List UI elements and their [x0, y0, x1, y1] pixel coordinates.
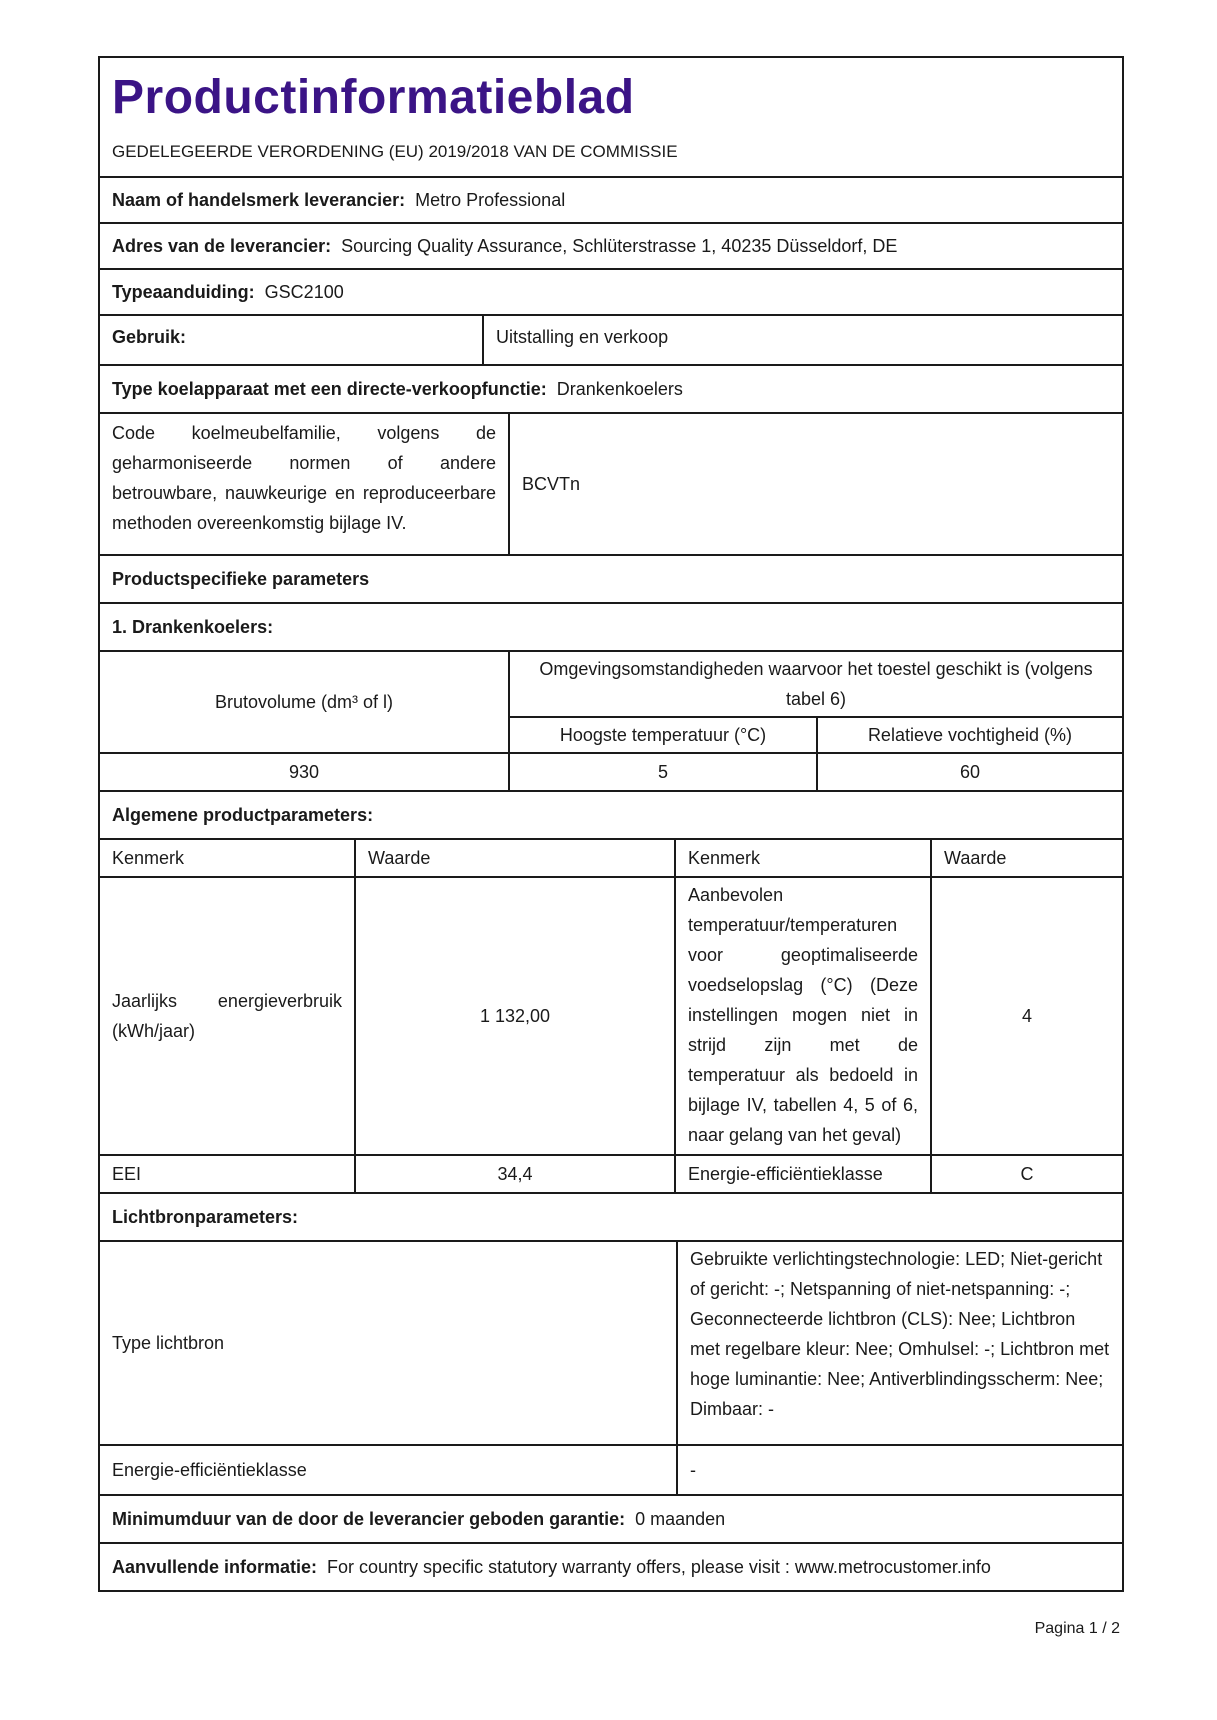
rec-temp-label: Aanbevolen temperatuur/temperaturen voor geoptimaliseerde voedselopslag (°C) (Deze instellingen mogen niet in strijd zijn met de temperatuur als bedoeld in bijlage IV, tabellen 4, 5 of 6, naar gelang van het geval) [674, 878, 930, 1154]
product-params-heading: Productspecifieke parameters [112, 569, 370, 589]
energy-value: 1 132,00 [354, 878, 674, 1154]
col-waarde-2: Waarde [930, 840, 1122, 876]
additional-info-label: Aanvullende informatie: [112, 1557, 318, 1577]
energy-label-cell [100, 878, 354, 1154]
gross-volume-label: Brutovolume (dm³ of l) [214, 692, 394, 712]
beverage-coolers-values-row [100, 754, 1122, 792]
appliance-type-value: Drankenkoelers [556, 379, 683, 399]
usage-label: Gebruik: [112, 327, 187, 347]
address-label: Adres van de leverancier: [112, 236, 332, 256]
efficiency-class-label: Energie-efficiëntieklasse [674, 1156, 930, 1192]
light-efficiency-value: - [676, 1446, 1122, 1494]
usage-value: Uitstalling en verkoop [496, 327, 669, 347]
supplier-label: Naam of handelsmerk leverancier: [112, 190, 406, 210]
sheet-header [100, 58, 1122, 178]
beverage-coolers-header-row [100, 652, 1122, 754]
page-number: Pagina 1 / 2 [1034, 1620, 1120, 1637]
col-kenmerk: Kenmerk [112, 848, 185, 868]
humidity-label: Relatieve vochtigheid (%) [816, 718, 1122, 752]
beverage-coolers-heading: 1. Drankenkoelers: [112, 617, 274, 637]
col-waarde: Waarde [354, 840, 674, 876]
rec-temp-value: 4 [930, 878, 1122, 1154]
energy-row [100, 878, 1122, 1156]
address-row [100, 224, 1122, 270]
ambient-conditions-block [508, 652, 1122, 752]
additional-info-row [100, 1544, 1122, 1590]
light-source-efficiency-row [100, 1446, 1122, 1496]
humidity-value: 60 [816, 754, 1122, 790]
appliance-type-row [100, 366, 1122, 414]
gross-volume-value: 930 [288, 761, 320, 782]
general-params-heading: Algemene productparameters: [112, 805, 374, 825]
type-designation-label: Typeaanduiding: [112, 282, 255, 302]
address-value: Sourcing Quality Assurance, Schlüterstrasse 1, 40235 Düsseldorf, DE [341, 236, 898, 256]
supplier-value: Metro Professional [415, 190, 566, 210]
max-temp-value: 5 [508, 754, 816, 790]
regulation-subtitle: GEDELEGEERDE VERORDENING (EU) 2019/2018 VAN DE COMMISSIE [112, 142, 678, 161]
family-code-cell [508, 414, 1122, 554]
usage-label-cell [100, 316, 482, 364]
product-info-sheet [98, 56, 1124, 1592]
family-code-value: BCVTn [522, 474, 581, 494]
product-params-heading-row [100, 556, 1122, 604]
family-code-row [100, 414, 1122, 556]
general-params-heading-row [100, 792, 1122, 840]
supplier-row [100, 178, 1122, 224]
eei-value: 34,4 [354, 1156, 674, 1192]
light-efficiency-label: Energie-efficiëntieklasse [112, 1460, 307, 1480]
general-params-header-row [100, 840, 1122, 878]
type-designation-row [100, 270, 1122, 316]
light-source-type-label: Type lichtbron [112, 1333, 225, 1353]
max-temp-label: Hoogste temperatuur (°C) [559, 724, 767, 745]
energy-label: Jaarlijks energieverbruik (kWh/jaar) [112, 991, 342, 1041]
light-source-heading: Lichtbronparameters: [112, 1207, 299, 1227]
warranty-value: 0 maanden [635, 1509, 726, 1529]
efficiency-class-value: C [930, 1156, 1122, 1192]
beverage-coolers-heading-row [100, 604, 1122, 652]
eei-row [100, 1156, 1122, 1194]
col-kenmerk-2: Kenmerk [674, 840, 930, 876]
light-source-type-row [100, 1242, 1122, 1446]
eei-label: EEI [112, 1164, 142, 1184]
additional-info-value: For country specific statutory warranty offers, please visit : www.metrocustomer.info [327, 1557, 991, 1577]
ambient-subheaders [510, 718, 1122, 752]
warranty-label: Minimumduur van de door de leverancier geboden garantie: [112, 1509, 626, 1529]
family-code-label: Code koelmeubelfamilie, volgens de geharmoniseerde normen of andere betrouwbare, nauwkeurige en reproduceerbare methoden overeenkomstig bijlage IV. [112, 423, 496, 533]
appliance-type-label: Type koelapparaat met een directe-verkoopfunctie: [112, 379, 547, 399]
usage-value-cell [482, 316, 1122, 364]
warranty-row [100, 1496, 1122, 1544]
ambient-conditions-label: Omgevingsomstandigheden waarvoor het toestel geschikt is (volgens tabel 6) [510, 652, 1122, 718]
usage-row [100, 316, 1122, 366]
page-title: Productinformatieblad [112, 71, 635, 124]
light-source-type-value: Gebruikte verlichtingstechnologie: LED; Niet-gericht of gericht: -; Netspanning of niet-netspanning: -; Geconnecteerde lichtbron (CLS): Nee; Lichtbron met regelbare kleur: Nee; Omhulsel: -; Lichtbron met hoge luminantie: Nee; Antiverblindingsscherm: Nee; Dimbaar: - [676, 1242, 1122, 1444]
light-source-heading-row [100, 1194, 1122, 1242]
type-designation-value: GSC2100 [264, 282, 344, 302]
